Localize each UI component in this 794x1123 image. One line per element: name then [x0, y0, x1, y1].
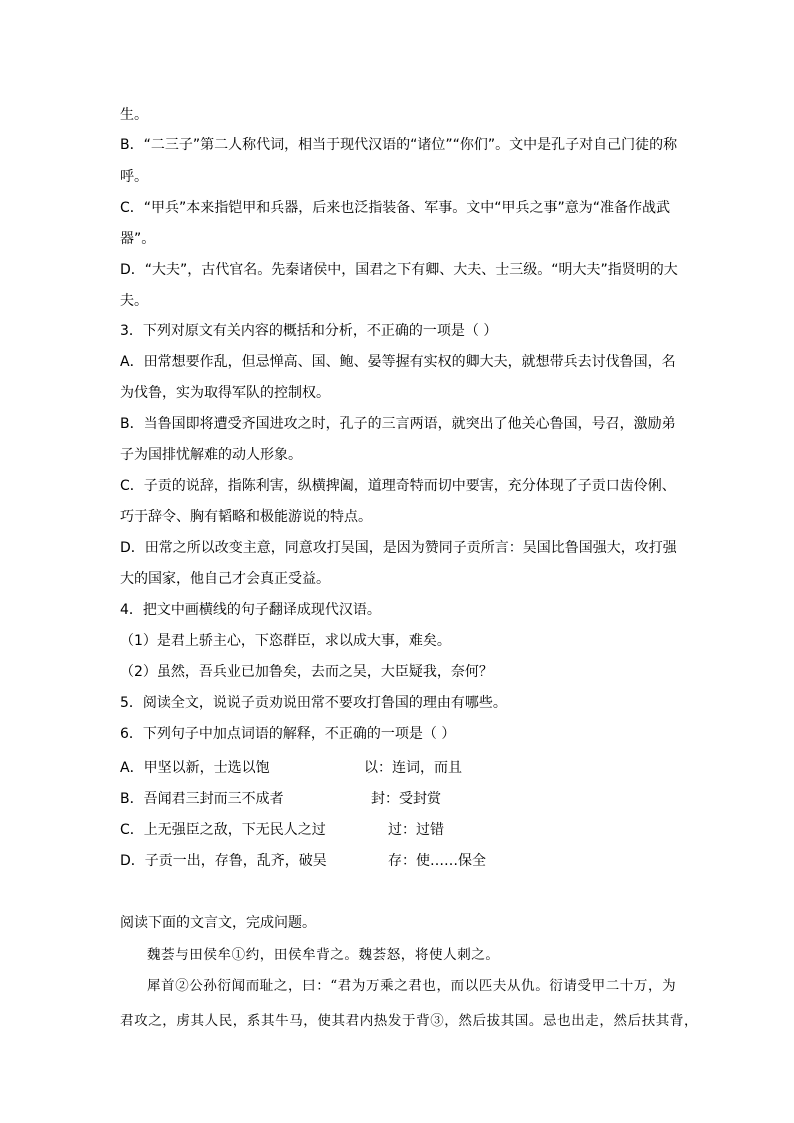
passage-line: 魏荟与田侯牟①约，田侯牟背之。魏荟怒，将使人刺之。: [147, 947, 500, 963]
option-definition: 存：使……保全: [388, 853, 486, 869]
text-line: 巧于辞令、胸有韬略和极能游说的特点。: [120, 509, 372, 525]
text-line: B．“二三子”第二人称代词，相当于现代汉语的“诸位”“你们”。文中是孔子对自己门徒的称: [120, 137, 678, 153]
passage-line: 君攻之，虏其人民，系其牛马，使其君内热发于背③，然后拔其国。忌也出走，然后扶其背，: [120, 1013, 699, 1029]
text-line: （2）虽然，吾兵业已加鲁矣，去而之吴，大臣疑我，奈何？: [120, 664, 493, 680]
option-row: [0, 790, 794, 808]
text-line: A．田常想要作乱，但忌惮高、国、鲍、晏等握有实权的卿大夫，就想带兵去讨伐鲁国，名: [120, 354, 676, 370]
text-line: D．田常之所以改变主意，同意攻打吴国，是因为赞同子贡所言：吴国比鲁国强大，攻打强: [120, 540, 677, 556]
text-line: D．“大夫”，古代官名。先秦诸侯中，国君之下有卿、大夫、士三级。“明大夫”指贤明的大: [120, 262, 678, 278]
text-line: 3．下列对原文有关内容的概括和分析，不正确的一项是（ ）: [120, 323, 498, 339]
text-line: 大的国家，他自己才会真正受益。: [120, 571, 330, 587]
option-row: [0, 852, 794, 870]
text-line: C．“甲兵”本来指铠甲和兵器，后来也泛指装备、军事。文中“甲兵之事”意为“准备作战武: [120, 200, 671, 216]
text-line: 4．把文中画横线的句子翻译成现代汉语。: [120, 602, 381, 618]
text-line: 呼。: [120, 169, 148, 185]
option-text: A．甲坚以新，士选以饱: [120, 760, 270, 776]
text-line: 为伐鲁，实为取得军队的控制权。: [120, 385, 330, 401]
option-definition: 封：受封赏: [371, 791, 441, 807]
text-line: C．子贡的说辞，指陈利害，纵横捭阖，道理奇特而切中要害，充分体现了子贡口齿伶俐、: [120, 478, 676, 494]
text-line: 器”。: [120, 231, 156, 247]
text-line: （1）是君上骄主心，下恣群臣，求以成大事，难矣。: [120, 633, 451, 649]
text-line: 子为国排忧解难的动人形象。: [120, 447, 302, 463]
option-definition: 以：连词，而且: [364, 760, 462, 776]
section-intro: 阅读下面的文言文，完成问题。: [120, 915, 316, 931]
text-line: B．当鲁国即将遭受齐国进攻之时，孔子的三言两语，就突出了他关心鲁国，号召，激励弟: [120, 416, 676, 432]
option-text: C．上无强臣之敌，下无民人之过: [120, 822, 326, 838]
text-line: 6．下列句子中加点词语的解释，不正确的一项是（ ）: [120, 726, 456, 742]
text-line: 夫。: [120, 293, 148, 309]
text-line: 5．阅读全文，说说子贡劝说田常不要攻打鲁国的理由有哪些。: [120, 695, 507, 711]
option-text: D．子贡一出，存鲁，乱齐，破吴: [120, 853, 327, 869]
text-line: 生。: [120, 107, 148, 123]
option-text: B．吾闻君三封而三不成者: [120, 791, 284, 807]
option-row: [0, 821, 794, 839]
passage-line: 犀首②公孙衍闻而耻之，曰：“君为万乘之君也，而以匹夫从仇。衍请受甲二十万，为: [147, 978, 677, 994]
option-row: [0, 759, 794, 777]
option-definition: 过：过错: [388, 822, 444, 838]
